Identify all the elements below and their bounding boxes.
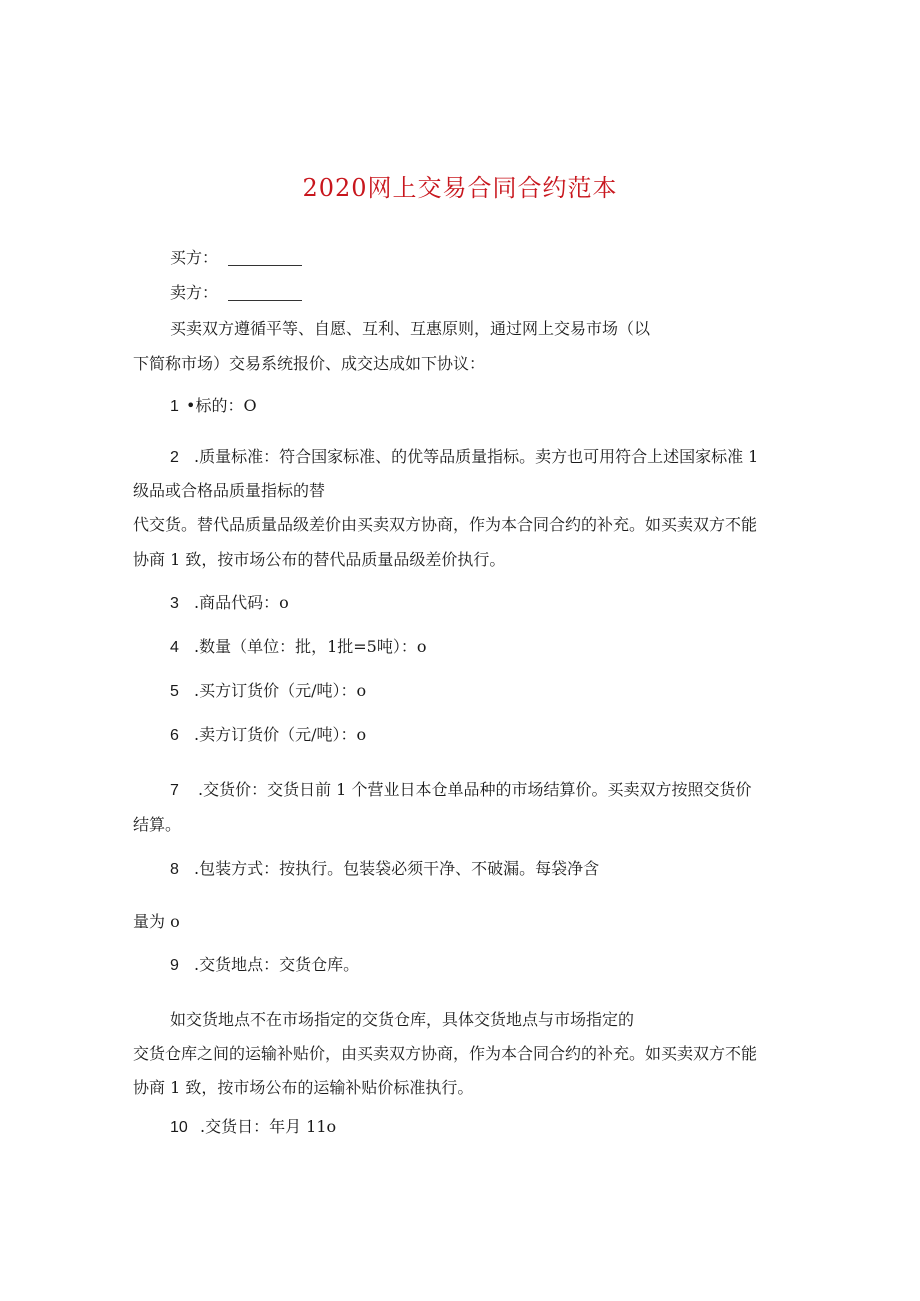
clause-number: 7 [170, 782, 179, 799]
clause-2 [170, 447, 758, 468]
clause-text: .商品代码：o [194, 593, 289, 612]
clause-number: 9 [170, 957, 179, 974]
clause-number: 8 [170, 861, 179, 878]
clause-text: •标的：O [186, 396, 257, 415]
clause-8-line-2: 量为 o [133, 912, 180, 931]
clause-9 [170, 955, 359, 976]
seller-row [170, 283, 302, 303]
clause-6 [170, 725, 366, 746]
clause-text: .包装方式：按执行。包装袋必须干净、不破漏。每袋净含 [194, 859, 600, 878]
intro-line-1: 买卖双方遵循平等、自愿、互利、互惠原则，通过网上交易市场（以 [170, 319, 651, 338]
clause-2-line-3: 代交货。替代品质量品级差价由买卖双方协商，作为本合同合约的补充。如买卖双方不能 [133, 515, 758, 534]
note-line-1: 如交货地点不在市场指定的交货仓库，具体交货地点与市场指定的 [170, 1010, 635, 1029]
clause-4 [170, 637, 427, 658]
seller-blank-field [228, 286, 302, 301]
clause-2-line-2: 级品或合格品质量指标的替 [133, 481, 326, 500]
seller-label: 卖方： [170, 283, 219, 302]
clause-number: 4 [170, 639, 179, 656]
clause-text: .交货日：年月 11o [200, 1117, 337, 1136]
clause-2-line-4: 协商 1 致，按市场公布的替代品质量品级差价执行。 [133, 550, 506, 569]
intro-line-2: 下简称市场）交易系统报价、成交达成如下协议： [133, 354, 486, 373]
clause-text: .质量标准：符合国家标准、的优等品质量指标。卖方也可用符合上述国家标准 1 [194, 447, 759, 466]
clause-number: 1 [170, 398, 179, 415]
clause-1 [170, 396, 257, 417]
clause-text: .交货地点：交货仓库。 [194, 955, 360, 974]
clause-number: 6 [170, 727, 179, 744]
clause-8 [170, 859, 599, 880]
clause-10 [170, 1117, 336, 1138]
clause-text: .卖方订货价（元/吨）：o [194, 725, 367, 744]
clause-7-line-2: 结算。 [133, 815, 182, 834]
clause-3 [170, 593, 289, 614]
document-title: 2020网上交易合同合约范本 [302, 174, 618, 202]
clause-number: 5 [170, 683, 179, 700]
clause-number: 2 [170, 449, 179, 466]
clause-text: .数量（单位：批，1批=5吨）：o [194, 637, 427, 656]
clause-text: .交货价：交货日前 1 个营业日本仓单品种的市场结算价。买卖双方按照交货价 [198, 780, 752, 799]
clause-number: 10 [170, 1119, 188, 1136]
clause-number: 3 [170, 595, 179, 612]
buyer-label: 买方： [170, 248, 219, 267]
clause-5 [170, 681, 366, 702]
clause-7 [170, 780, 751, 801]
note-line-2: 交货仓库之间的运输补贴价，由买卖双方协商，作为本合同合约的补充。如买卖双方不能 [133, 1044, 758, 1063]
buyer-row [170, 248, 302, 268]
clause-text: .买方订货价（元/吨）：o [194, 681, 367, 700]
buyer-blank-field [228, 251, 302, 266]
note-line-3: 协商 1 致，按市场公布的运输补贴价标准执行。 [133, 1078, 474, 1097]
